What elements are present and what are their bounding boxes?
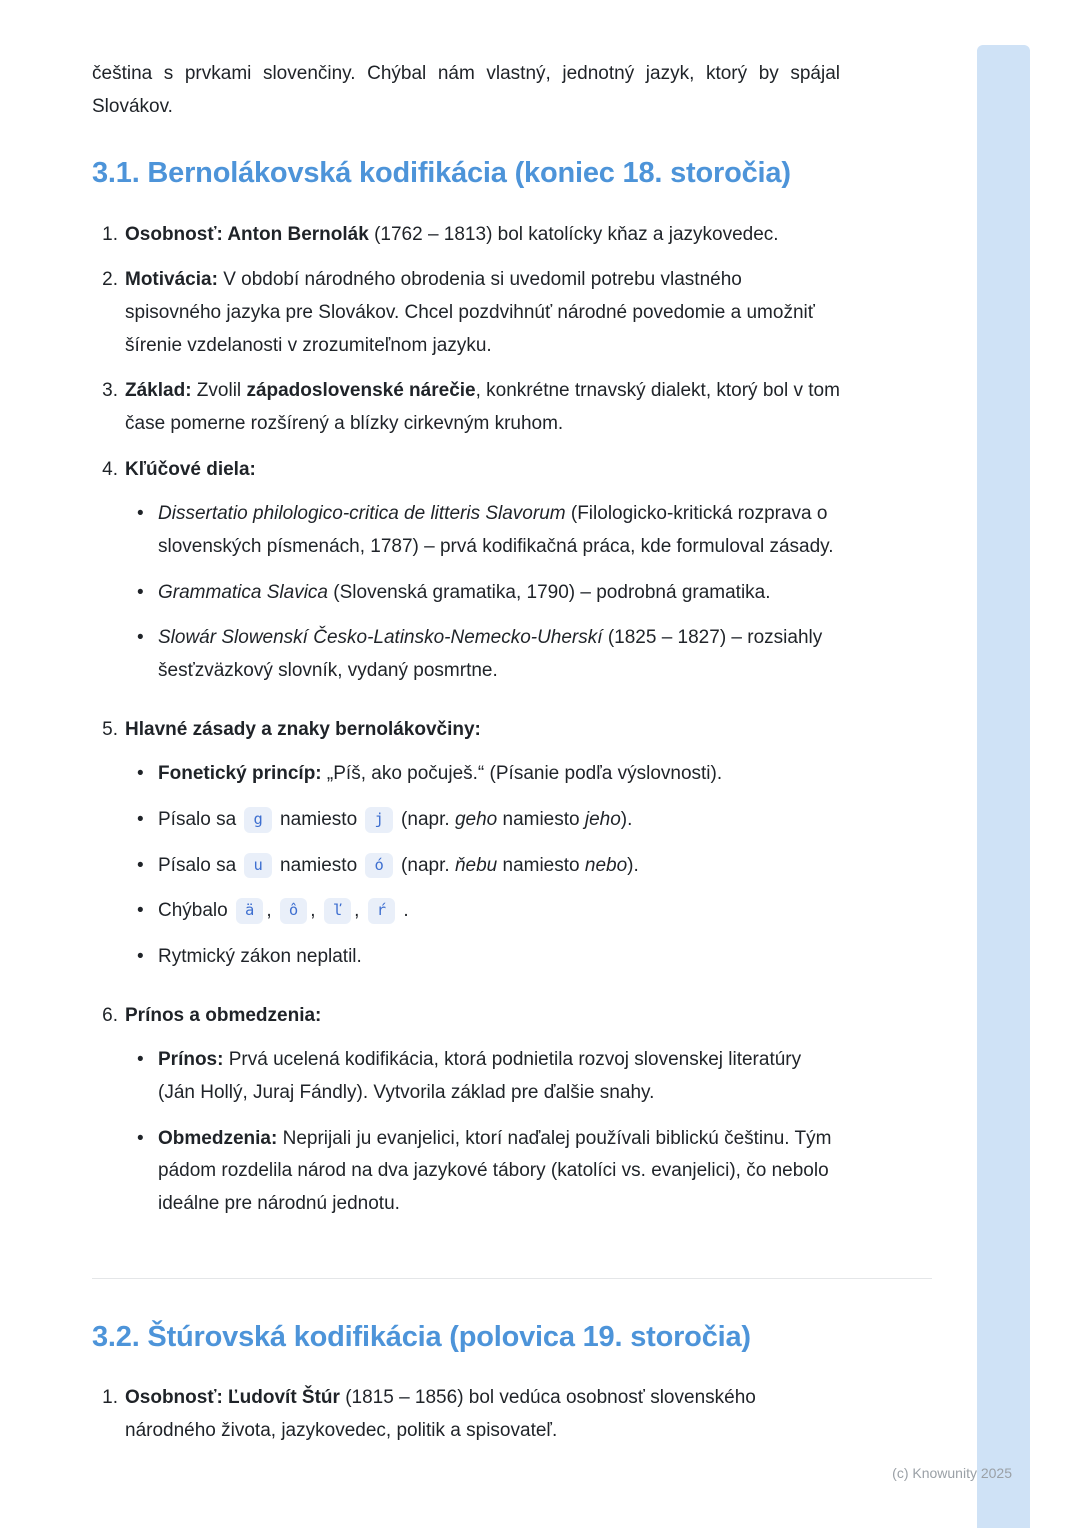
section-heading-3-2: 3.2. Štúrovská kodifikácia (polovica 19. storočia) (92, 1320, 751, 1353)
list-item-number: 4. (102, 458, 118, 480)
text-run: jeho (584, 809, 621, 830)
inline-code-chip: j (365, 807, 392, 833)
intro-paragraph (92, 58, 840, 123)
sub-bullet-item (125, 577, 840, 610)
text-run: ). (620, 809, 633, 830)
text-run: Neprijali ju evanjelici, ktorí naďalej používali biblickú češtinu. Tým pádom rozdelila národ na dva jazykové tábory (katolíci vs. evanjelici), čo nebolo ideálne pre národnú jednotu. (158, 1127, 832, 1215)
text-run: Písalo sa (158, 854, 242, 876)
sub-bullet-text (158, 1044, 840, 1109)
text-run: Základ: (125, 380, 192, 402)
scrollbar-track[interactable] (977, 45, 1030, 1528)
list-item-text (125, 454, 840, 487)
text-run: Dissertatio philologico-critica de litteris Slavorum (158, 503, 566, 525)
text-run: geho (454, 809, 498, 830)
list-item (92, 1382, 840, 1447)
bullet-dot-icon (137, 850, 158, 883)
list-item (92, 714, 840, 987)
text-run: západoslovenské nárečie (246, 380, 476, 402)
text-run: (napr. (395, 854, 455, 876)
bullet-dot-icon (137, 1044, 158, 1109)
bullet-dot-icon (137, 895, 158, 928)
section-heading-3-1: 3.1. Bernolákovská kodifikácia (koniec 18. storočia) (92, 157, 791, 190)
sub-bullet-text (158, 804, 840, 837)
list-item-text (125, 375, 840, 440)
text-run: „Píš, ako počuješ.“ (Písanie podľa výslovnosti). (321, 763, 723, 785)
sub-bullet-text (158, 758, 840, 791)
text-run: , (266, 900, 277, 922)
text-run: ). (627, 854, 639, 876)
inline-code-chip: ó (365, 853, 392, 879)
text-run: Fonetický princíp: (158, 763, 322, 785)
text-run: Prvá ucelená kodifikácia, ktorá podnietila rozvoj slovenskej literatúry (Ján Hollý, Juraj Fándly). Vytvorila základ pre ďalšie snahy. (158, 1049, 802, 1104)
sub-bullet-list (125, 498, 840, 687)
list-item (92, 264, 840, 362)
bullet-dot-icon (137, 804, 158, 837)
inline-code-chip: ä (236, 898, 263, 924)
list-item (92, 1000, 840, 1234)
text-run: . (398, 900, 409, 922)
inline-code-chip: ľ (324, 898, 351, 924)
list-item (92, 454, 840, 701)
list-item-body (125, 375, 840, 440)
list-item-text (125, 714, 840, 747)
sub-bullet-text (158, 577, 840, 610)
list-item-number: 5. (102, 718, 118, 740)
bullet-dot-icon (137, 758, 158, 791)
sub-bullet-item (125, 850, 840, 883)
sub-bullet-text (158, 941, 840, 974)
text-run: Chýbalo (158, 900, 233, 922)
sub-bullet-list (125, 1044, 840, 1220)
sub-bullet-item (125, 941, 840, 974)
bullet-dot-icon (137, 941, 158, 974)
text-run: (1825 – 1827) – rozsiahly šesťzväzkový slovník, vydaný posmrtne. (158, 627, 823, 681)
list-item-number: 1. (102, 223, 118, 245)
sub-bullet-text (158, 850, 840, 883)
text-run: nebo (584, 854, 628, 876)
list-item-body (125, 264, 840, 362)
text-run: (napr. (395, 809, 455, 830)
list-item-body (125, 219, 840, 252)
sub-bullet-item (125, 498, 840, 563)
sub-bullet-text (158, 1123, 840, 1221)
text-run: (Filologicko-kritická rozprava o slovenských písmenách, 1787) – prvá kodifikačná práca, kde formuloval zásady. (158, 503, 834, 557)
list-item (92, 219, 840, 252)
text-run: Osobnosť: Anton Bernolák (125, 223, 369, 245)
text-run: , (354, 900, 365, 922)
sub-bullet-item (125, 804, 840, 837)
text-run: Prínos: (158, 1049, 224, 1071)
text-run: čeština s prvkami slovenčiny. Chýbal nám vlastný, jednotný jazyk, ktorý by spájal Slovákov. (92, 63, 840, 117)
text-run: Obmedzenia: (158, 1127, 278, 1149)
sub-bullet-item (125, 622, 840, 687)
text-run: Prínos a obmedzenia: (125, 1004, 322, 1026)
bullet-dot-icon (137, 498, 158, 563)
sub-bullet-text (158, 895, 840, 928)
sub-bullet-text (158, 622, 840, 687)
sub-bullet-item (125, 1123, 840, 1221)
text-run: Grammatica Slavica (158, 581, 328, 603)
inline-code-chip: ô (280, 898, 307, 924)
text-run: (1762 – 1813) bol katolícky kňaz a jazykovedec. (368, 223, 779, 245)
text-run: namiesto (497, 809, 585, 830)
text-run: V období národného obrodenia si uvedomil potrebu vlastného spisovného jazyka pre Slovákov. Chcel pozdvihnúť národné povedomie a umožniť šírenie vzdelanosti v zrozumiteľnom jazyku. (125, 269, 815, 356)
text-run: Zvolil (191, 380, 247, 402)
bullet-dot-icon (137, 622, 158, 687)
list-item-text (125, 1382, 840, 1447)
list-item-body (125, 454, 840, 701)
text-run: namiesto (497, 854, 585, 876)
text-run: Hlavné zásady a znaky bernolákovčiny: (125, 718, 481, 740)
list-item-body (125, 714, 840, 987)
bullet-dot-icon (137, 577, 158, 610)
list-item-number: 6. (102, 1004, 118, 1026)
text-run: (1815 – 1856) bol vedúca osobnosť slovenského národného života, jazykovedec, politik a spisovateľ. (125, 1386, 756, 1441)
text-run: Slowár Slowenskí Česko-Latinsko-Nemecko-Uherskí (158, 627, 603, 649)
text-run: Rytmický zákon neplatil. (158, 946, 362, 968)
text-run: namiesto (274, 809, 363, 830)
list-item (92, 375, 840, 440)
text-run: Osobnosť: Ľudovít Štúr (125, 1386, 340, 1408)
list-item-body (125, 1000, 840, 1234)
footer-copyright: (c) Knowunity 2025 (892, 1465, 1012, 1482)
section-divider (92, 1278, 932, 1279)
sub-bullet-item (125, 1044, 840, 1109)
sub-bullet-item (125, 895, 840, 928)
text-run: , (310, 900, 321, 922)
list-item-body (125, 1382, 840, 1447)
sub-bullet-text (158, 498, 840, 563)
sub-bullet-item (125, 758, 840, 791)
list-item-text (125, 264, 840, 362)
inline-code-chip: ŕ (368, 898, 395, 924)
list-item-number: 3. (102, 380, 118, 402)
sub-bullet-list (125, 758, 840, 973)
inline-code-chip: u (244, 853, 271, 879)
text-run: Kľúčové diela: (125, 458, 256, 480)
bullet-dot-icon (137, 1123, 158, 1221)
list-item-text (125, 219, 840, 252)
inline-code-chip: g (244, 807, 271, 833)
text-run: namiesto (274, 854, 363, 876)
text-run: (Slovenská gramatika, 1790) – podrobná gramatika. (328, 581, 771, 603)
list-item-text (125, 1000, 840, 1033)
text-run: ňebu (454, 854, 498, 876)
text-run: , konkrétne trnavský dialekt, ktorý bol v tom čase pomerne rozšírený a blízky cirkevným kruhom. (125, 380, 840, 434)
text-run: Písalo sa (158, 809, 242, 830)
text-run: Motivácia: (125, 269, 218, 291)
list-item-number: 1. (102, 1386, 118, 1408)
list-item-number: 2. (102, 269, 118, 291)
